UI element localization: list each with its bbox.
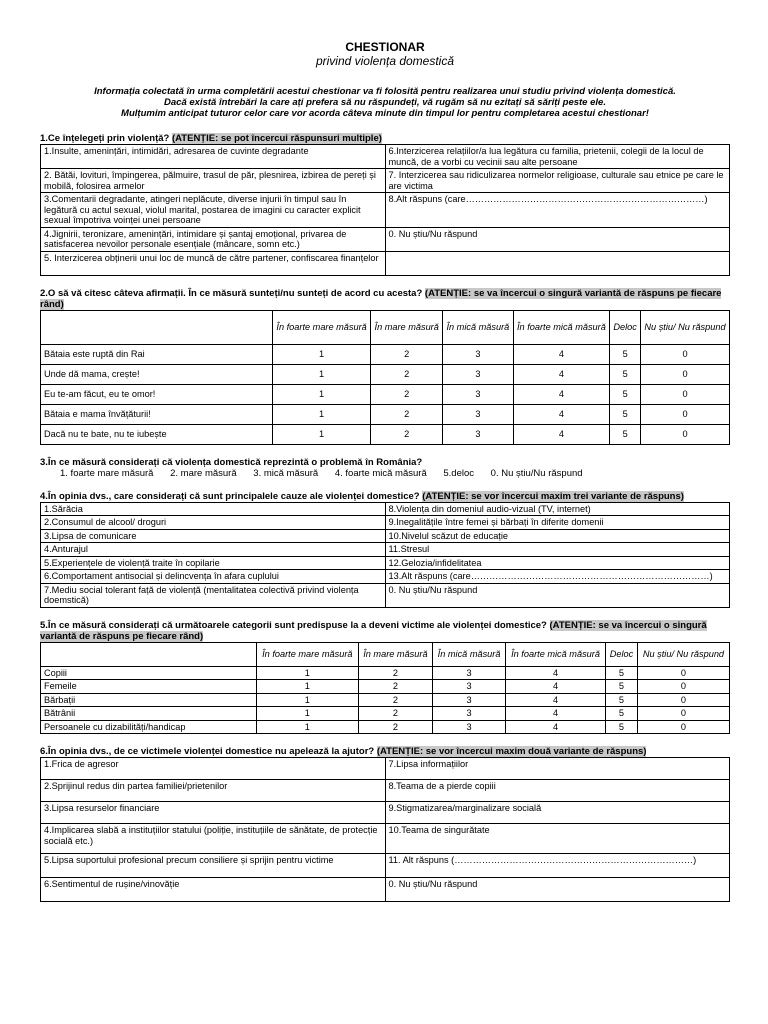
grid-header	[41, 642, 257, 666]
answer-option[interactable]: 0. Nu știu/Nu răspund	[385, 227, 730, 251]
answer-option[interactable]: 7.Mediu social tolerant față de violență (mentalitatea colectivă privind violența doemstică)	[41, 583, 386, 607]
scale-option[interactable]: 5	[606, 693, 638, 707]
answer-option[interactable]: 4. foarte mică măsură	[334, 467, 427, 479]
answer-option[interactable]: 13.Alt răspuns (care……………………………………………………………………)	[385, 570, 730, 584]
grid-header: În mare măsură	[358, 642, 432, 666]
answer-option[interactable]: 6.Sentimentul de rușine/vinovăție	[41, 878, 386, 902]
answer-option[interactable]: 2. Bătăi, lovituri, împingerea, pălmuire, trasul de păr, plesnirea, izbirea de pereți și mobilă, folosirea armelor	[41, 169, 386, 193]
questionnaire-page	[40, 40, 730, 902]
answer-option[interactable]: 1.Sărăcia	[41, 502, 386, 516]
scale-option[interactable]: 1	[273, 364, 371, 384]
question-text: 6.În opinia dvs., de ce victimele violenței domestice nu apelează la ajutor?	[40, 746, 377, 757]
scale-option[interactable]: 3	[433, 693, 506, 707]
scale-option[interactable]: 5	[610, 344, 641, 364]
attention-note: (ATENȚIE: se pot încercui răspunsuri multiple)	[171, 133, 382, 144]
scale-option[interactable]: 0	[637, 707, 729, 721]
scale-option[interactable]: 1	[273, 424, 371, 444]
grid-header: Nu știu/ Nu răspund	[641, 310, 730, 344]
grid-header: Deloc	[606, 642, 638, 666]
answer-option[interactable]: 7.Lipsa informațiilor	[385, 758, 730, 780]
question-3-text: 3.În ce măsură considerați că violența domestică reprezintă o problemă în România?	[40, 456, 423, 468]
scale-option[interactable]: 2	[358, 707, 432, 721]
attention-note: (ATENȚIE: se vor încercui maxim trei variante de răspuns)	[422, 490, 684, 502]
scale-option[interactable]: 1	[273, 404, 371, 424]
scale-option[interactable]: 5	[610, 404, 641, 424]
answer-option[interactable]: 1.Frica de agresor	[41, 758, 386, 780]
scale-option[interactable]: 3	[433, 680, 506, 694]
grid-header: În foarte mică măsură	[513, 310, 610, 344]
answer-option[interactable]: 0. Nu știu/Nu răspund	[385, 878, 730, 902]
scale-option[interactable]: 4	[513, 364, 610, 384]
attention-note: (ATENȚIE: se va încercui o singură variantă de răspuns pe fiecare rând)	[40, 619, 707, 642]
question-1-table	[40, 144, 730, 276]
scale-option[interactable]: 0	[641, 364, 730, 384]
scale-option[interactable]: 4	[513, 344, 610, 364]
answer-option[interactable]: 8.Violența din domeniul audio-vizual (TV, internet)	[385, 502, 730, 516]
scale-option[interactable]: 2	[358, 693, 432, 707]
scale-option[interactable]: 2	[371, 384, 443, 404]
statement-label: Bătaia este ruptă din Rai	[41, 344, 273, 364]
answer-option[interactable]: 9.Stigmatizarea/marginalizare socială	[385, 802, 730, 824]
answer-option[interactable]: 5.deloc	[443, 467, 475, 479]
answer-option[interactable]: 8.Teama de a pierde copiii	[385, 780, 730, 802]
attention-note: (ATENȚIE: se va încercui o singură variantă de răspuns pe fiecare rând)	[40, 287, 722, 310]
category-label: Bătrânii	[41, 707, 257, 721]
intro-line: Dacă există întrebări la care ați prefera să nu răspundeți, vă rugăm să nu ezitați să săriți peste ele.	[164, 97, 606, 108]
question-6-text	[40, 746, 730, 757]
scale-option[interactable]: 1	[273, 384, 371, 404]
scale-option[interactable]: 3	[443, 384, 513, 404]
answer-option[interactable]: 3.Comentarii degradante, atingeri neplăcute, diverse injurii în timpul sau în legătură cu actul sexual, violul marital, postarea de imagini cu caracter explicit sexual împotriva voinței unei persoane	[41, 193, 386, 228]
scale-option[interactable]: 3	[433, 707, 506, 721]
answer-option[interactable]: 3. mică măsură	[253, 467, 319, 479]
statement-label: Unde dă mama, crește!	[41, 364, 273, 384]
answer-option[interactable]	[385, 251, 730, 275]
scale-option[interactable]: 1	[257, 666, 359, 680]
scale-option[interactable]: 5	[606, 680, 638, 694]
question-2-table	[40, 310, 730, 445]
question-5-text	[40, 620, 730, 642]
grid-header: În mică măsură	[433, 642, 506, 666]
answer-option[interactable]: 10.Teama de singurătate	[385, 824, 730, 854]
answer-option[interactable]: 5. Interzicerea obținerii unui loc de muncă de către partener, confiscarea finanțelor	[41, 251, 386, 275]
answer-option[interactable]: 1.Insulte, amenințări, intimidări, adresarea de cuvinte degradante	[41, 145, 386, 169]
scale-option[interactable]: 3	[433, 720, 506, 734]
question-1	[40, 133, 730, 276]
answer-option[interactable]: 7. Interzicerea sau ridiculizarea normelor religioase, culturale sau etnice pe care le are victima	[385, 169, 730, 193]
question-1-text	[40, 133, 730, 144]
scale-option[interactable]: 1	[257, 693, 359, 707]
question-6	[40, 746, 730, 902]
scale-option[interactable]: 2	[371, 344, 443, 364]
scale-option[interactable]: 4	[506, 680, 606, 694]
answer-option[interactable]: 5.Experiențele de violență traite în copilarie	[41, 556, 386, 570]
intro-line: Informația colectată în urma completării acestui chestionar va fi folosită pentru realizarea unui studiu privind violența domestică.	[94, 86, 676, 97]
scale-option[interactable]: 2	[358, 720, 432, 734]
grid-header: În foarte mare măsură	[257, 642, 359, 666]
question-5-table	[40, 642, 730, 735]
scale-option[interactable]: 0	[641, 344, 730, 364]
answer-option[interactable]: 2.Consumul de alcool/ droguri	[41, 516, 386, 530]
question-3-options	[60, 468, 730, 479]
answer-option[interactable]: 11. Alt răspuns (……………………………………………………………………)	[385, 854, 730, 878]
scale-option[interactable]: 4	[506, 693, 606, 707]
scale-option[interactable]: 4	[506, 666, 606, 680]
category-label: Persoanele cu dizabilități/handicap	[41, 720, 257, 734]
scale-option[interactable]: 4	[513, 404, 610, 424]
statement-label: Eu te-am făcut, eu te omor!	[41, 384, 273, 404]
scale-option[interactable]: 3	[443, 344, 513, 364]
scale-option[interactable]: 2	[371, 404, 443, 424]
scale-option[interactable]: 2	[358, 666, 432, 680]
scale-option[interactable]: 0	[637, 666, 729, 680]
scale-option[interactable]: 2	[371, 424, 443, 444]
scale-option[interactable]: 5	[610, 424, 641, 444]
answer-option[interactable]: 3.Lipsa resurselor financiare	[41, 802, 386, 824]
question-4	[40, 491, 730, 608]
answer-option[interactable]: 0. Nu știu/Nu răspund	[385, 583, 730, 607]
scale-option[interactable]: 5	[610, 364, 641, 384]
intro-text	[40, 86, 730, 119]
scale-option[interactable]: 4	[506, 720, 606, 734]
grid-header: În foarte mică măsură	[506, 642, 606, 666]
scale-option[interactable]: 1	[273, 344, 371, 364]
question-5	[40, 620, 730, 735]
scale-option[interactable]: 5	[606, 720, 638, 734]
grid-header: Deloc	[610, 310, 641, 344]
category-label: Bărbații	[41, 693, 257, 707]
scale-option[interactable]: 0	[637, 693, 729, 707]
grid-header	[41, 310, 273, 344]
grid-header: În mare măsură	[371, 310, 443, 344]
scale-option[interactable]: 0	[637, 720, 729, 734]
answer-option[interactable]: 6.Comportament antisocial și delincvența în afara cuplului	[41, 570, 386, 584]
scale-option[interactable]: 3	[433, 666, 506, 680]
answer-option[interactable]: 8.Alt răspuns (care……………………………………………………………………)	[385, 193, 730, 228]
question-6-table	[40, 757, 730, 902]
scale-option[interactable]: 3	[443, 364, 513, 384]
scale-option[interactable]: 2	[358, 680, 432, 694]
answer-option[interactable]: 3.Lipsa de comunicare	[41, 529, 386, 543]
grid-header: În foarte mare măsură	[273, 310, 371, 344]
scale-option[interactable]: 4	[513, 424, 610, 444]
answer-option[interactable]: 2. mare măsură	[170, 467, 237, 479]
page-title: CHESTIONAR	[345, 40, 425, 54]
scale-option[interactable]: 0	[637, 680, 729, 694]
answer-option[interactable]: 0. Nu știu/Nu răspund	[490, 467, 583, 479]
scale-option[interactable]: 1	[257, 720, 359, 734]
scale-option[interactable]: 1	[257, 680, 359, 694]
question-2	[40, 288, 730, 445]
statement-label: Bătaia e mama învățăturii!	[41, 404, 273, 424]
answer-option[interactable]: 9.Inegalitățile între femei și bărbați în diferite domenii	[385, 516, 730, 530]
answer-option[interactable]: 2.Sprijinul redus din partea familiei/prietenilor	[41, 780, 386, 802]
category-label: Copiii	[41, 666, 257, 680]
scale-option[interactable]: 3	[443, 424, 513, 444]
scale-option[interactable]: 5	[610, 384, 641, 404]
answer-option[interactable]: 4.Anturajul	[41, 543, 386, 557]
scale-option[interactable]: 4	[513, 384, 610, 404]
scale-option[interactable]: 4	[506, 707, 606, 721]
intro-line: Mulțumim anticipat tuturor celor care vor acorda câteva minute din timpul lor pentru completarea acestui chestionar!	[121, 108, 649, 119]
question-3	[40, 457, 730, 479]
answer-option[interactable]: 4.Implicarea slabă a instituțiilor statului (poliție, instituțiile de sănătate, de protecție socială etc.)	[41, 824, 386, 854]
grid-header: În mică măsură	[443, 310, 513, 344]
category-label: Femeile	[41, 680, 257, 694]
answer-option[interactable]: 11.Stresul	[385, 543, 730, 557]
question-text: 4.În opinia dvs., care considerați că sunt principalele cauze ale violenței domestice?	[40, 490, 423, 502]
grid-header: Nu știu/ Nu răspund	[637, 642, 729, 666]
question-text: 2.O să vă citesc câteva afirmații. În ce măsură sunteți/nu sunteți de acord cu acesta?	[40, 287, 425, 299]
question-4-table	[40, 502, 730, 608]
answer-option[interactable]: 5.Lipsa suportului profesional precum consiliere și sprijin pentru victime	[41, 854, 386, 878]
scale-option[interactable]: 5	[606, 666, 638, 680]
answer-option[interactable]: 12.Gelozia/infidelitatea	[385, 556, 730, 570]
scale-option[interactable]: 0	[641, 404, 730, 424]
question-text: 1.Ce înțelegeți prin violență?	[40, 133, 172, 144]
page-subtitle: privind violența domestică	[315, 54, 455, 68]
scale-option[interactable]: 0	[641, 424, 730, 444]
question-4-text	[40, 491, 730, 502]
question-text: 5.În ce măsură considerați că următoarele categorii sunt predispuse la a deveni victime ale violenței domestice?	[40, 619, 550, 631]
question-2-text	[40, 288, 730, 310]
scale-option[interactable]: 3	[443, 404, 513, 424]
scale-option[interactable]: 5	[606, 707, 638, 721]
statement-label: Dacă nu te bate, nu te iubește	[41, 424, 273, 444]
attention-note: (ATENȚIE: se vor încercui maxim două variante de răspuns)	[376, 746, 647, 757]
answer-option[interactable]: 1. foarte mare măsură	[60, 467, 154, 479]
scale-option[interactable]: 1	[257, 707, 359, 721]
answer-option[interactable]: 4.Jignirii, teronizare, amenințări, intimidare și șantaj emoțional, privarea de satisfacerea nevoilor personale esențiale (mâncare, somn etc.)	[41, 227, 386, 251]
answer-option[interactable]: 6.Interzicerea relațiilor/a lua legătura cu familia, prietenii, colegii de la locul de muncă, de a vorbi cu vecinii sau alte persoane	[385, 145, 730, 169]
scale-option[interactable]: 2	[371, 364, 443, 384]
scale-option[interactable]: 0	[641, 384, 730, 404]
answer-option[interactable]: 10.Nivelul scăzut de educație	[385, 529, 730, 543]
